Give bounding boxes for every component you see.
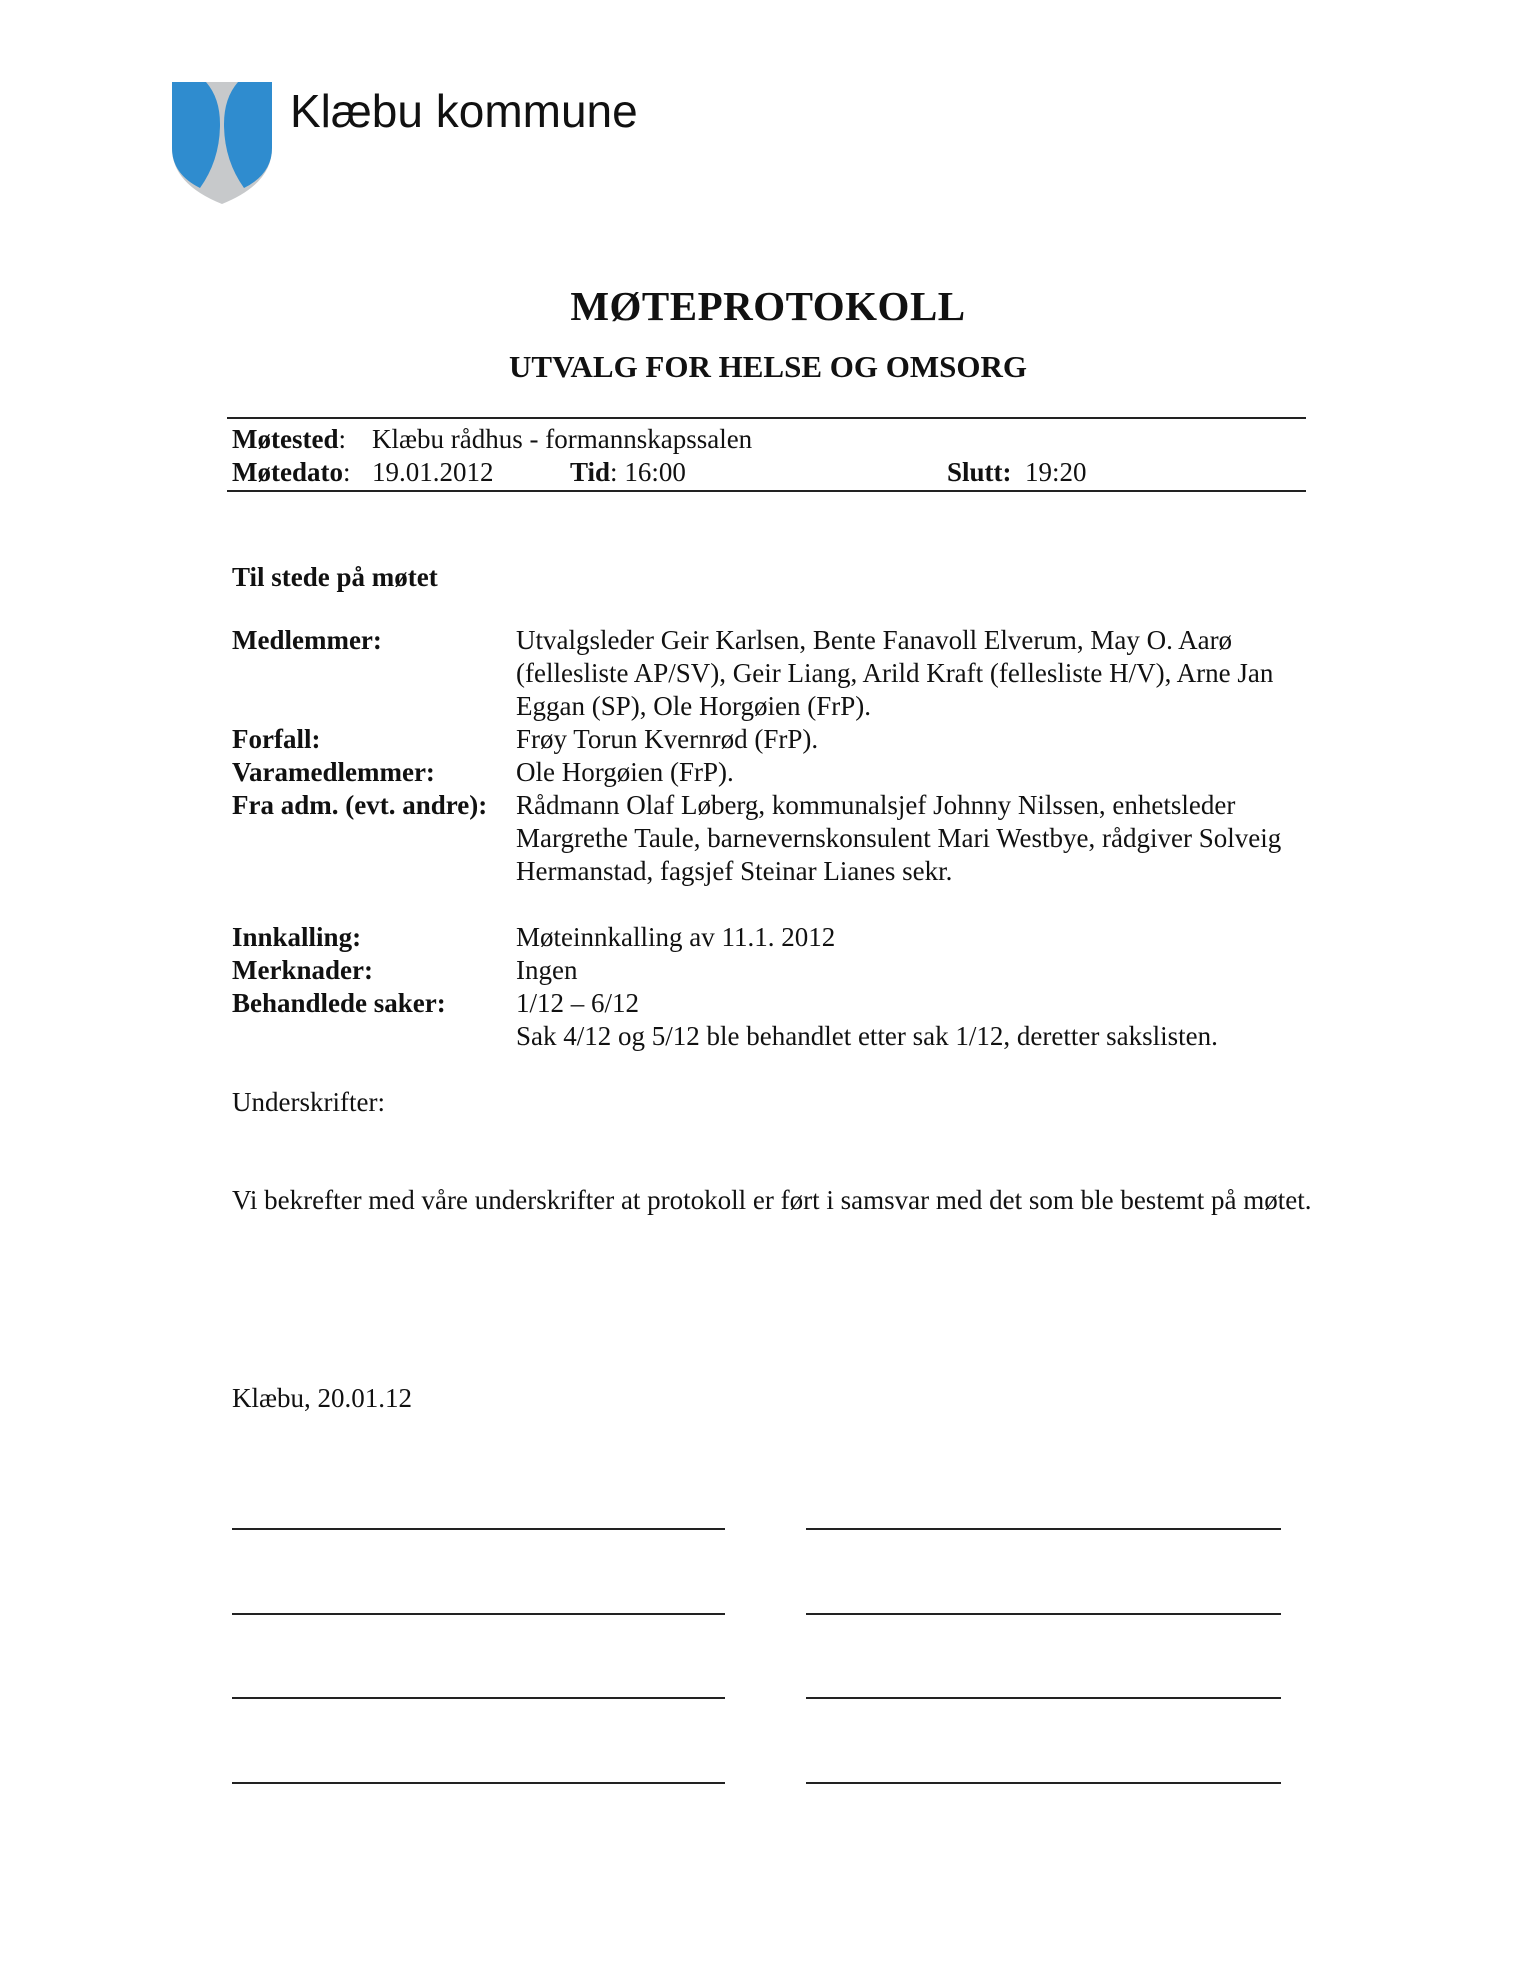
meeting-end-value: 19:20	[1025, 457, 1087, 487]
meeting-place-label: Møtested	[232, 424, 339, 454]
confirmation-text: Vi bekrefter med våre underskrifter at protokoll er ført i samsvar med det som ble bestemt på møtet.	[232, 1185, 1312, 1215]
meeting-place-value: Klæbu rådhus - formannskapssalen	[372, 424, 753, 454]
meeting-time: Tid: 16:00	[570, 457, 686, 487]
signature-line	[232, 1528, 725, 1530]
signature-line	[232, 1782, 725, 1784]
signatures-label: Underskrifter:	[232, 1087, 385, 1117]
attendance-heading: Til stede på møtet	[232, 562, 438, 592]
colon: :	[342, 457, 351, 487]
absent-value: Frøy Torun Kvernrød (FrP).	[516, 724, 819, 754]
signature-line	[232, 1613, 725, 1615]
bottom-rule	[227, 490, 1306, 492]
document-subtitle: UTVALG FOR HELSE OG OMSORG	[509, 349, 1027, 384]
meeting-end-label: Slutt:	[947, 457, 1012, 487]
meeting-date-value: 19.01.2012	[372, 457, 494, 487]
signature-line	[232, 1697, 725, 1699]
cases-value-1: 1/12 – 6/12	[516, 988, 640, 1018]
signature-line	[806, 1697, 1281, 1699]
signature-line	[806, 1613, 1281, 1615]
deputies-value: Ole Horgøien (FrP).	[516, 757, 734, 787]
admin-value: Rådmann Olaf Løberg, kommunalsjef Johnny Nilssen, enhetsleder Margrethe Taule, barnevernskonsulent Mari Westbye, rådgiver Solveig Hermanstad, fagsjef Steinar Lianes sekr.	[516, 790, 1282, 886]
summons-label: Innkalling:	[232, 922, 362, 952]
page-header	[170, 80, 690, 210]
meeting-time-value: 16:00	[624, 457, 686, 487]
meeting-date-label: Møtedato	[232, 457, 343, 487]
cases-label: Behandlede saker:	[232, 988, 446, 1018]
colon: :	[338, 424, 346, 454]
members-label: Medlemmer:	[232, 625, 382, 655]
org-name: Klæbu kommune	[290, 85, 638, 137]
remarks-label: Merknader:	[232, 955, 373, 985]
summons-value: Møteinnkalling av 11.1. 2012	[516, 922, 836, 952]
meeting-end	[947, 457, 1087, 488]
meeting-time-label: Tid	[570, 457, 611, 487]
signature-line	[806, 1782, 1281, 1784]
top-rule	[227, 417, 1306, 419]
document-title: MØTEPROTOKOLL	[570, 283, 966, 329]
place-date: Klæbu, 20.01.12	[232, 1383, 413, 1413]
admin-label: Fra adm. (evt. andre):	[232, 790, 488, 820]
absent-label: Forfall:	[232, 724, 321, 754]
klaebu-coat-of-arms-icon	[170, 80, 274, 206]
deputies-label: Varamedlemmer:	[232, 757, 435, 787]
remarks-value: Ingen	[516, 955, 578, 985]
members-value: Utvalgsleder Geir Karlsen, Bente Fanavoll Elverum, May O. Aarø (fellesliste AP/SV), Geir Liang, Arild Kraft (fellesliste H/V), Arne Jan Eggan (SP), Ole Horgøien (FrP).	[516, 625, 1274, 721]
meeting-place-row	[232, 424, 753, 455]
cases-value-2: Sak 4/12 og 5/12 ble behandlet etter sak 1/12, deretter sakslisten.	[516, 1021, 1218, 1051]
meeting-date-row	[232, 457, 1132, 488]
signature-line	[806, 1528, 1281, 1530]
